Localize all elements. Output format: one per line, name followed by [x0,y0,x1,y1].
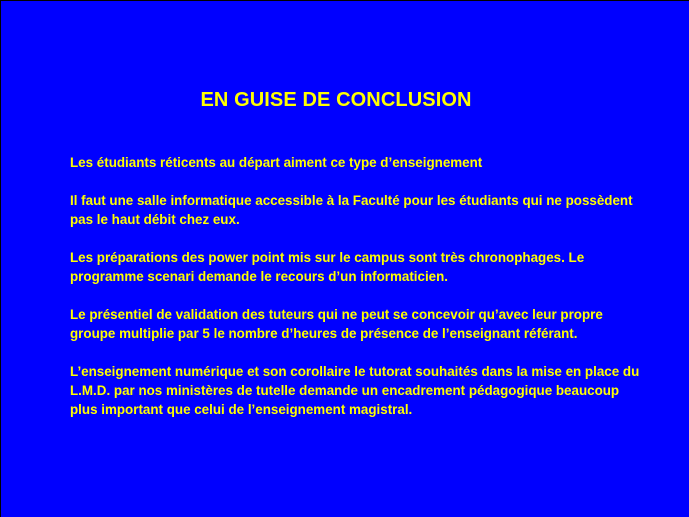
paragraph-3: Les préparations des power point mis sur le campus sont très chronophages. Le programme scenari demande le recours d’un informaticien. [70,250,585,284]
paragraph-5: L’enseignement numérique et son corollaire le tutorat souhaités dans la mise en place du L.M.D. par nos ministères de tutelle demande un encadrement pédagogique beaucoup plus important que celui de l’enseignement magistral. [70,364,640,417]
paragraph-4: Le présentiel de validation des tuteurs qui ne peut se concevoir qu’avec leur propre groupe multiplie par 5 le nombre d’heures de présence de l’enseignant référant. [70,307,603,341]
slide-title: EN GUISE DE CONCLUSION [200,89,472,111]
paragraph-2: Il faut une salle informatique accessible à la Faculté pour les étudiants qui ne possèdent pas le haut débit chez eux. [70,193,633,227]
slide-body [70,153,650,438]
paragraph-1: Les étudiants réticents au départ aiment ce type d’enseignement [70,155,483,170]
